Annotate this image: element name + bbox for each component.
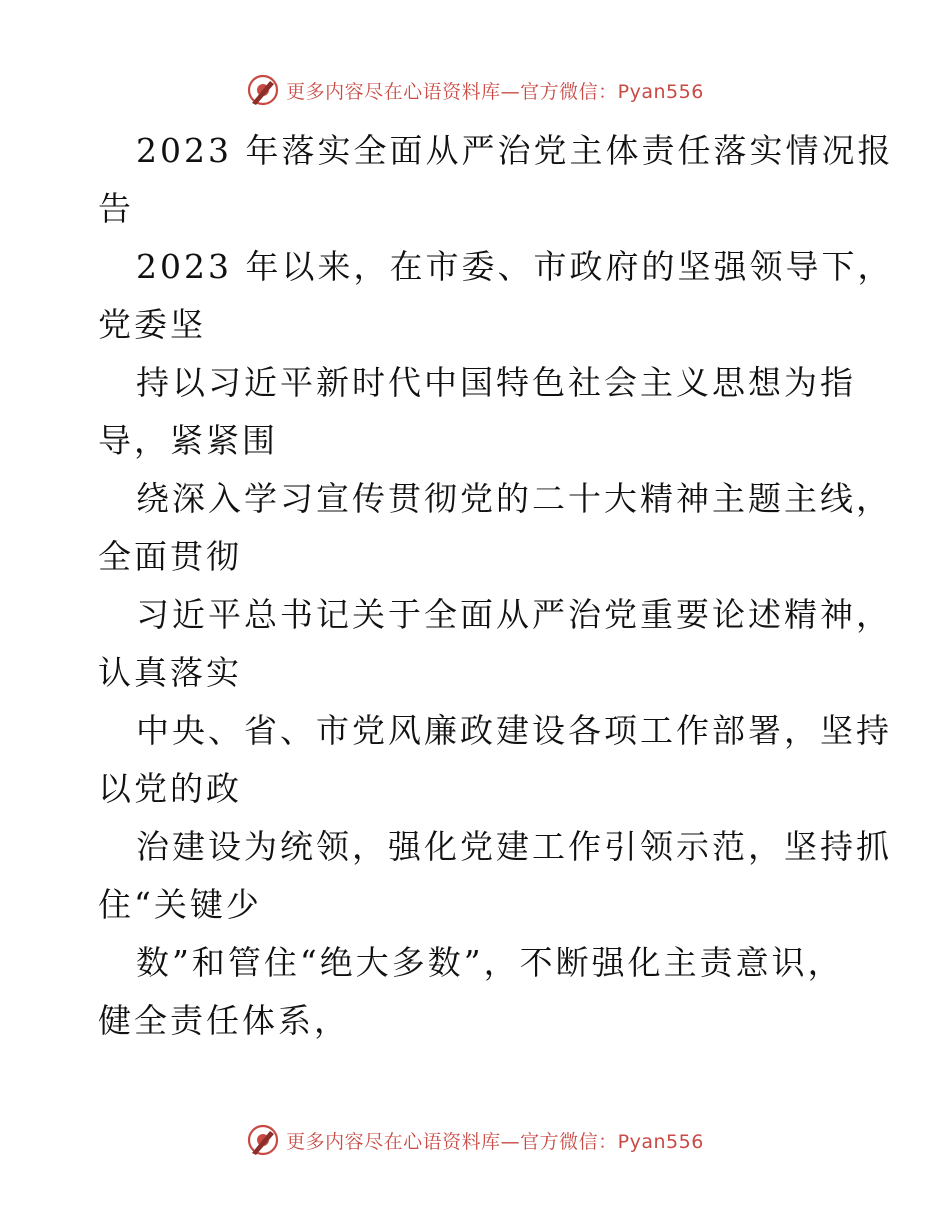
document-line: 全面贯彻 — [98, 537, 242, 576]
document-line: 习近平总书记关于全面从严治党重要论述精神， — [136, 595, 892, 634]
document-line: 绕深入学习宣传贯彻党的二十大精神主题主线， — [136, 479, 892, 518]
pen-logo-icon — [246, 73, 280, 107]
pen-logo-icon — [246, 1123, 280, 1157]
document-line: 以党的政 — [98, 769, 242, 808]
header-banner-text: 更多内容尽在心语资料库—官方微信：Pyan556 — [286, 80, 704, 103]
document-line: 数”和管住“绝大多数”，不断强化主责意识， — [136, 943, 844, 982]
document-line: 中央、省、市党风廉政建设各项工作部署，坚持 — [136, 711, 892, 750]
document-line: 治建设为统领，强化党建工作引领示范，坚持抓 — [136, 827, 892, 866]
document-line: 党委坚 — [98, 305, 206, 344]
header-banner — [0, 70, 950, 110]
document-line: 认真落实 — [98, 653, 242, 692]
footer-banner-text: 更多内容尽在心语资料库—官方微信：Pyan556 — [286, 1130, 704, 1153]
document-line: 健全责任体系， — [98, 1001, 350, 1040]
document-line: 2023 年以来，在市委、市政府的坚强领导下， — [136, 247, 894, 286]
footer-banner — [0, 1120, 950, 1160]
document-line: 持以习近平新时代中国特色社会主义思想为指 — [136, 363, 856, 402]
document-body — [98, 122, 894, 1050]
document-line: 导，紧紧围 — [98, 421, 278, 460]
document-line: 2023 年落实全面从严治党主体责任落实情况报 — [136, 131, 894, 170]
document-line: 住“关键少 — [98, 885, 262, 924]
document-line: 告 — [98, 189, 134, 228]
